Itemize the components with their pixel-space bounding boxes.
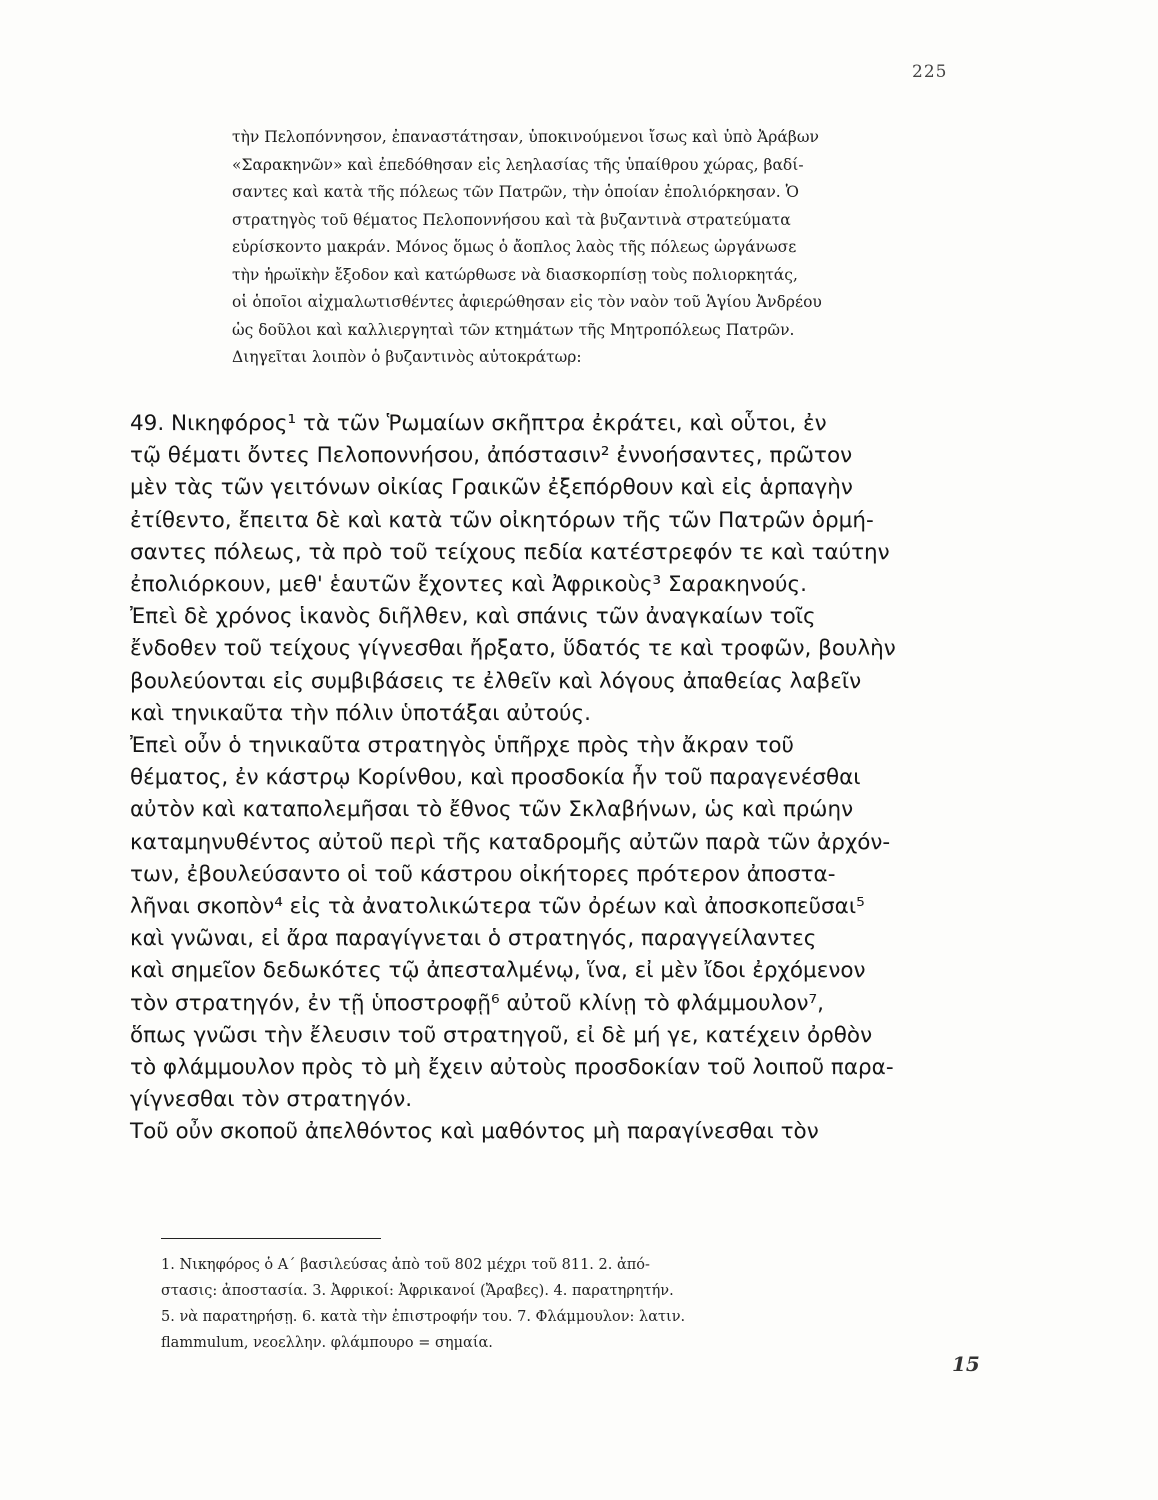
text-line: ἔνδοθεν τοῦ τείχους γίγνεσθαι ἤρξατο, ὕδατός τε καὶ τροφῶν, βουλὴν: [130, 636, 896, 662]
text-line: Ἐπεὶ δὲ χρόνος ἱκανὸς διῆλθεν, καὶ σπάνις τῶν ἀναγκαίων τοῖς: [130, 604, 816, 630]
intro-line: στρατηγὸς τοῦ θέματος Πελοποννήσου καὶ τὰ βυζαντινὰ στρατεύματα: [232, 210, 791, 229]
text-line: γίγνεσθαι τὸν στρατηγόν.: [130, 1087, 413, 1113]
text-line: θέματος, ἐν κάστρῳ Κορίνθου, καὶ προσδοκία ἦν τοῦ παραγενέσθαι: [130, 765, 861, 791]
text-line: αὐτὸν καὶ καταπολεμῆσαι τὸ ἔθνος τῶν Σκλαβήνων, ὡς καὶ πρώην: [130, 797, 854, 823]
intro-line: «Σαρακηνῶν» καὶ ἐπεδόθησαν εἰς λεηλασίας τῆς ὑπαίθρου χώρας, βαδί-: [232, 155, 804, 174]
text-line: Τοῦ οὖν σκοποῦ ἀπελθόντος καὶ μαθόντος μὴ παραγίνεσθαι τὸν: [130, 1119, 819, 1145]
page-number: 225: [912, 62, 948, 82]
text-line: Ἐπεὶ οὖν ὁ τηνικαῦτα στρατηγὸς ὑπῆρχε πρὸς τὴν ἄκραν τοῦ: [130, 733, 794, 759]
text-line: ἐπολιόρκουν, μεθ' ἑαυτῶν ἔχοντες καὶ Ἀφρικοὺς³ Σαρακηνούς.: [130, 572, 807, 598]
footnote-line: 1. Νικηφόρος ὁ Α΄ βασιλεύσας ἀπὸ τοῦ 802 μέχρι τοῦ 811. 2. ἀπό-: [161, 1257, 650, 1273]
intro-line: εὑρίσκοντο μακράν. Μόνος ὅμως ὁ ἄοπλος λαὸς τῆς πόλεως ὠργάνωσε: [232, 238, 797, 256]
footnote-divider: [161, 1238, 381, 1239]
text-line: τῷ θέματι ὄντες Πελοποννήσου, ἀπόστασιν² ἐννοήσαντες, πρῶτον: [130, 443, 853, 469]
main-text: [130, 408, 985, 1149]
text-line: καὶ σημεῖον δεδωκότες τῷ ἀπεσταλμένῳ, ἵνα, εἰ μὲν ἴδοι ἐρχόμενον: [130, 958, 866, 984]
text-line: των, ἐβουλεύσαντο οἱ τοῦ κάστρου οἰκήτορες πρότερον ἀποστα-: [130, 861, 836, 887]
text-line: σαντες πόλεως, τὰ πρὸ τοῦ τείχους πεδία κατέστρεφόν τε καὶ ταύτην: [130, 539, 890, 565]
text-line: 49. Νικηφόρος¹ τὰ τῶν Ῥωμαίων σκῆπτρα ἐκράτει, καὶ οὗτοι, ἐν: [130, 411, 827, 436]
footnote-line: flammulum, νεοελλην. φλάμπουρο = σημαία.: [161, 1335, 493, 1351]
footnote-line: 5. νὰ παρατηρήσῃ. 6. κατὰ τὴν ἐπιστροφήν του. 7. Φλάμμουλον: λατιν.: [161, 1309, 686, 1325]
intro-line: ὡς δοῦλοι καὶ καλλιεργηταὶ τῶν κτημάτων τῆς Μητροπόλεως Πατρῶν.: [232, 320, 795, 339]
text-line: ἐτίθεντο, ἔπειτα δὲ καὶ κατὰ τῶν οἰκητόρων τῆς τῶν Πατρῶν ὁρμή-: [130, 507, 874, 533]
text-line: καταμηνυθέντος αὐτοῦ περὶ τῆς καταδρομῆς αὐτῶν παρὰ τῶν ἀρχόν-: [130, 829, 891, 855]
intro-line: Διηγεῖται λοιπὸν ὁ βυζαντινὸς αὐτοκράτωρ:: [232, 348, 582, 366]
intro-line: σαντες καὶ κατὰ τῆς πόλεως τῶν Πατρῶν, τὴν ὁποίαν ἐπολιόρκησαν. Ὁ: [232, 183, 799, 201]
text-line: μὲν τὰς τῶν γειτόνων οἰκίας Γραικῶν ἐξεπόρθουν καὶ εἰς ἁρπαγὴν: [130, 475, 853, 501]
text-line: καὶ τηνικαῦτα τὴν πόλιν ὑποτάξαι αὐτούς.: [130, 700, 591, 726]
intro-line: οἱ ὁποῖοι αἰχμαλωτισθέντες ἀφιερώθησαν εἰς τὸν ναὸν τοῦ Ἁγίου Ἀνδρέου: [232, 293, 822, 311]
text-line: καὶ γνῶναι, εἰ ἄρα παραγίγνεται ὁ στρατηγός, παραγγείλαντες: [130, 926, 817, 952]
intro-line: τὴν Πελοπόννησον, ἐπαναστάτησαν, ὑποκινούμενοι ἴσως καὶ ὑπὸ Ἀράβων: [232, 128, 819, 146]
footnotes: [161, 1252, 981, 1356]
text-line: λῆναι σκοπὸν⁴ εἰς τὰ ἀνατολικώτερα τῶν ὀρέων καὶ ἀποσκοπεῦσαι⁵: [130, 894, 865, 920]
intro-line: τὴν ἡρωϊκὴν ἔξοδον καὶ κατώρθωσε νὰ διασκορπίσῃ τοὺς πολιορκητάς,: [232, 265, 798, 284]
text-line: τὸ φλάμμουλον πρὸς τὸ μὴ ἔχειν αὐτοὺς προσδοκίαν τοῦ λοιποῦ παρα-: [130, 1055, 894, 1081]
text-line: τὸν στρατηγόν, ἐν τῇ ὑποστροφῇ⁶ αὐτοῦ κλίνῃ τὸ φλάμμουλον⁷,: [130, 990, 824, 1016]
intro-paragraph: [232, 124, 972, 372]
text-line: ὅπως γνῶσι τὴν ἔλευσιν τοῦ στρατηγοῦ, εἰ δὲ μή γε, κατέχειν ὀρθὸν: [130, 1022, 873, 1048]
footnote-line: στασις: ἀποστασία. 3. Ἀφρικοί: Ἀφρικανοί (Ἄραβες). 4. παρατηρητήν.: [161, 1283, 674, 1299]
signature-mark: 15: [952, 1352, 980, 1376]
text-line: βουλεύονται εἰς συμβιβάσεις τε ἐλθεῖν καὶ λόγους ἀπαθείας λαβεῖν: [130, 668, 862, 694]
